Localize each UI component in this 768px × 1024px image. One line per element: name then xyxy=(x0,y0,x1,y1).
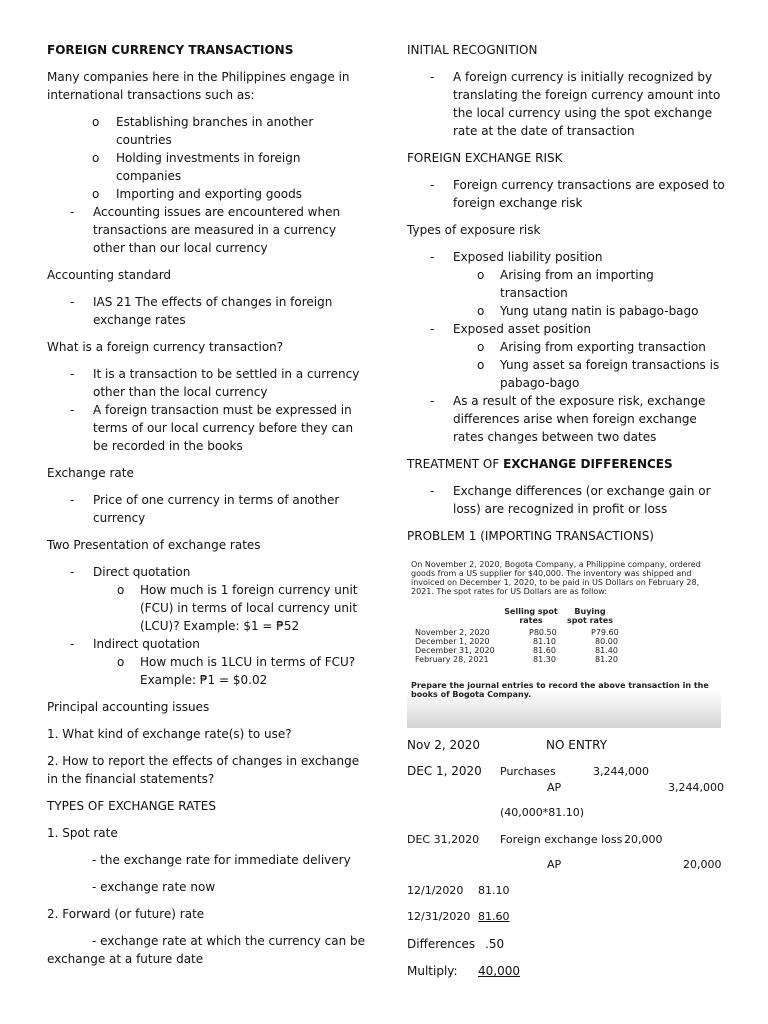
right-column xyxy=(407,41,725,984)
list-item: - Direct quotation xyxy=(70,565,191,579)
list-item: o Arising from an importing transaction xyxy=(477,268,654,300)
journal-row-dec1: DEC 1, 2020 Purchases 3,244,000 xyxy=(407,764,649,778)
spot-rate-def-a: - the exchange rate for immediate delivery xyxy=(92,853,351,867)
list-item: - Exposed asset position xyxy=(430,322,591,336)
heading-accounting-standard: Accounting standard xyxy=(47,268,172,282)
left-column xyxy=(47,41,365,968)
heading-two-presentation: Two Presentation of exchange rates xyxy=(47,538,261,552)
heading-treatment: TREATMENT OF EXCHANGE DIFFERENCES xyxy=(407,457,673,471)
journal-row-dec31-credit: AP 20,000 xyxy=(547,858,722,871)
journal-row-dec1-calc: (40,000*81.10) xyxy=(500,806,585,819)
list-item: - Indirect quotation xyxy=(70,637,200,651)
journal-row-dec31: DEC 31,2020 Foreign exchange loss 20,000 xyxy=(407,833,663,846)
problem-instruction: Prepare the journal entries to record the above transaction in the books of Bogota Company. xyxy=(411,681,709,699)
forward-rate-title: 2. Forward (or future) rate xyxy=(47,907,205,921)
heading-what-is: What is a foreign currency transaction? xyxy=(47,340,284,354)
list-item: o Holding investments in foreign companies xyxy=(92,151,301,183)
list-item: - Exposed liability position xyxy=(430,250,603,264)
intro-paragraph: Many companies here in the Philippines engage in international transactions such as: xyxy=(47,70,350,102)
list-item: - It is a transaction to be settled in a currency other than the local currency xyxy=(70,367,360,399)
heading-fx-risk: FOREIGN EXCHANGE RISK xyxy=(407,151,563,165)
list-item: o Arising from exporting transaction xyxy=(477,340,706,354)
list-item: - As a result of the exposure risk, exchange differences arise when foreign exchange rates changes between two dates xyxy=(430,394,706,444)
list-item: - A foreign transaction must be expressed in terms of our local currency before they can be recorded in the books xyxy=(70,403,354,453)
heading-types-of-rates: TYPES OF EXCHANGE RATES xyxy=(47,799,216,813)
table-row: December 31, 2020 81.60 81.40 xyxy=(415,646,618,655)
calc-row-1: 12/1/2020 81.10 xyxy=(407,884,510,897)
journal-entries xyxy=(407,738,725,984)
journal-row-dec1-credit: AP 3,244,000 xyxy=(547,781,724,794)
problem-text: On November 2, 2020, Bogota Company, a Philippine company, ordered goods from a US supplier for $40,000. The inventory was shipped and invoiced on December 1, 2020, to be paid in US Dollars on February 28, 2021. The spot rates for US Dollars are as follow: xyxy=(411,560,701,596)
forward-rate-def-a: - exchange rate at which the currency can be xyxy=(92,934,365,948)
journal-row-nov2: Nov 2, 2020 NO ENTRY xyxy=(407,738,608,752)
forward-rate-def-b: exchange at a future date xyxy=(47,952,204,966)
table-row: November 2, 2020 P80.50 P79.60 xyxy=(415,628,619,637)
list-item: o Importing and exporting goods xyxy=(92,187,302,201)
calc-row-2: 12/31/2020 81.60 xyxy=(407,910,510,923)
heading-exposure-types: Types of exposure risk xyxy=(407,223,541,237)
heading-problem-1: PROBLEM 1 (IMPORTING TRANSACTIONS) xyxy=(407,529,654,543)
list-item: - A foreign currency is initially recognized by translating the foreign currency amount into the local currency using the spot exchange rate at the date of transaction xyxy=(430,70,721,138)
list-item: - Price of one currency in terms of another currency xyxy=(70,493,340,525)
issue-2: 2. How to report the effects of changes in exchange in the financial statements? xyxy=(47,754,360,786)
list-item: o How much is 1 foreign currency unit (FCU) in terms of local currency unit (LCU)? Example: $1 = ₱52 xyxy=(117,583,358,633)
heading-exchange-rate: Exchange rate xyxy=(47,466,134,480)
list-item: o Yung asset sa foreign transactions is pabago-bago xyxy=(477,358,720,390)
heading-principal-issues: Principal accounting issues xyxy=(47,700,210,714)
spot-rate-def-b: - exchange rate now xyxy=(92,880,216,894)
list-item: o Establishing branches in another countries xyxy=(92,115,314,147)
list-item: - Foreign currency transactions are exposed to foreign exchange risk xyxy=(430,178,725,210)
heading-initial-recognition: INITIAL RECOGNITION xyxy=(407,43,538,57)
list-item: - IAS 21 The effects of changes in foreign exchange rates xyxy=(70,295,333,327)
issue-1: 1. What kind of exchange rate(s) to use? xyxy=(47,727,292,741)
list-item: o How much is 1LCU in terms of FCU? Example: ₱1 = $0.02 xyxy=(117,655,356,687)
calc-multiply: Multiply: 40,000 xyxy=(407,964,520,978)
table-row: February 28, 2021 81.30 81.20 xyxy=(415,655,618,664)
spot-rate-title: 1. Spot rate xyxy=(47,826,118,840)
calc-differences: Differences .50 xyxy=(407,937,505,951)
list-item: - Exchange differences (or exchange gain or loss) are recognized in profit or loss xyxy=(430,484,711,516)
col-header-buying: Buying spot rates xyxy=(567,607,613,625)
list-item: o Yung utang natin is pabago-bago xyxy=(477,304,699,318)
list-item: - Accounting issues are encountered when transactions are measured in a currency other than our local currency xyxy=(70,205,341,255)
intro-bullet-list xyxy=(47,113,365,257)
problem-image xyxy=(407,556,721,728)
col-header-selling: Selling spot rates xyxy=(504,607,558,625)
section-title-foreign-currency: FOREIGN CURRENCY TRANSACTIONS xyxy=(47,43,294,57)
table-row: December 1, 2020 81.10 80.00 xyxy=(415,637,618,646)
